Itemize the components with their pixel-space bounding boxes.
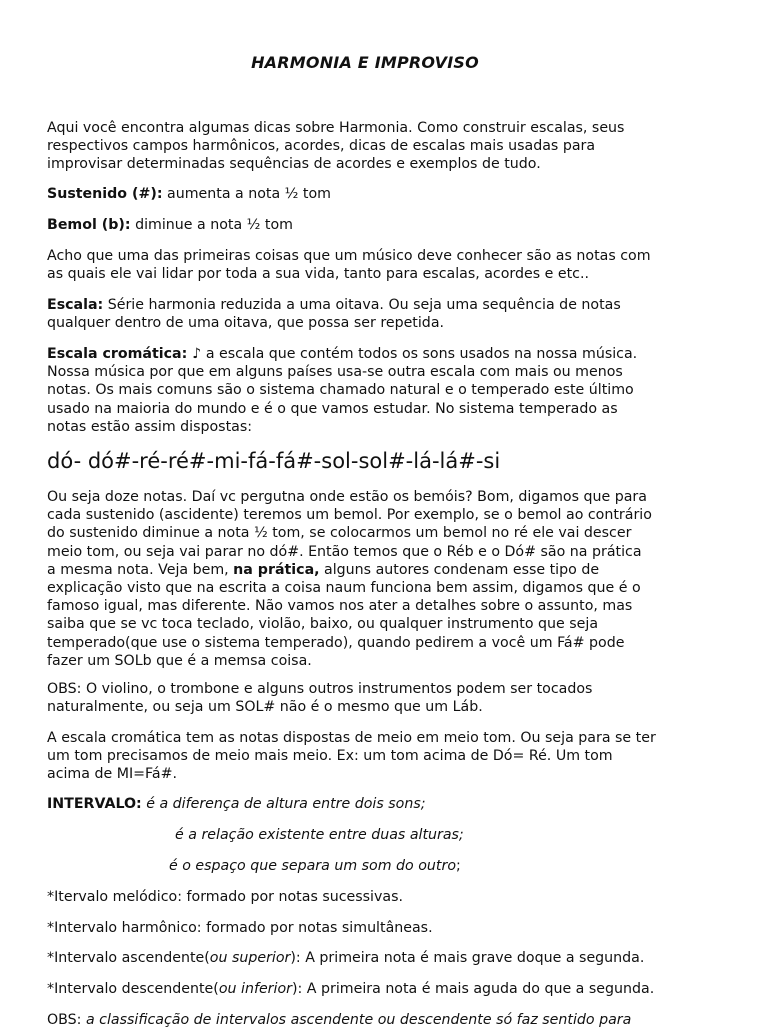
intervalo-definition-3: é o espaço que separa um som do outro;	[169, 858, 461, 874]
escala-definition: Escala: Série harmonia reduzida a uma oitava. Ou seja uma sequência de notas qualquer dentro de uma oitava, que possa ser repetida.	[47, 297, 621, 332]
chromatic-notes-line: dó- dó#-ré-ré#-mi-fá-fá#-sol-sol#-lá-lá#-si	[47, 449, 501, 473]
meio-tom-paragraph: A escala cromática tem as notas dispostas de meio em meio tom. Ou seja para se ter um tom precisamos de meio mais meio. Ex: um tom acima de Dó= Ré. Um tom acima de MI=Fá#.	[47, 730, 656, 783]
intervalo-term: INTERVALO:	[47, 796, 142, 812]
escala-term: Escala:	[47, 297, 104, 313]
obs-violino-paragraph: OBS: O violino, o trombone e alguns outros instrumentos podem ser tocados naturalmente, ou seja um SOL# não é o mesmo que um Láb.	[47, 681, 593, 716]
intervalo-definition: INTERVALO: é a diferença de altura entre dois sons;	[47, 796, 426, 812]
cromatica-paragraph: Escala cromática: ♪ a escala que contém todos os sons usados na nossa música. Nossa música por que em alguns países usa-se outra escala com mais ou menos notas. Os mais comuns são o sistema chamado natural e o temperado este último usado na maioria do mundo e é o que vamos estudar. No sistema temperado as notas estão assim dispostas:	[47, 346, 638, 435]
intervalo-ascendente: *Intervalo ascendente(ou superior): A primeira nota é mais grave doque a segunda.	[47, 950, 645, 966]
cromatica-term: Escala cromática:	[47, 346, 193, 362]
intervalo-definition-2: é a relação existente entre duas alturas;	[175, 827, 464, 843]
intro-paragraph: Aqui você encontra algumas dicas sobre Harmonia. Como construir escalas, seus respectivos campos harmônicos, acordes, dicas de escalas mais usadas para improvisar determinadas sequências de acordes e exemplos de tudo.	[47, 120, 625, 173]
intervalo-melodico: *Itervalo melódico: formado por notas sucessivas.	[47, 889, 403, 905]
doze-notas-paragraph: Ou seja doze notas. Daí vc pergutna onde estão os bemóis? Bom, digamos que para cada sustenido (ascidente) teremos um bemol. Por exemplo, se o bemol ao contrário do sustenido diminue a nota ½ tom, se colocarmos um bemol no ré ele vai descer meio tom, ou seja vai parar no dó#. Então temos que o Réb e o Dó# são na prática a mesma nota. Veja bem, na prática, alguns autores condenam esse tipo de explicação visto que na escrita a coisa naum funciona bem assim, digamos que é o famoso igual, mas diferente. Não vamos nos ater a detalhes sobre o assunto, mas saiba que se vc toca teclado, violão, baixo, ou qualquer instrumento que seja temperado(que use o sistema temperado), quando pedirem a você um Fá# pode fazer um SOLb que é a memsa coisa.	[47, 489, 652, 669]
intervalo-descendente: *Intervalo descendente(ou inferior): A primeira nota é mais aguda do que a segunda.	[47, 981, 655, 997]
primeiras-paragraph: Acho que uma das primeiras coisas que um músico deve conhecer são as notas com as quais ele vai lidar por toda a sua vida, tanto para escalas, acordes e etc..	[47, 248, 651, 283]
page-title: HARMONIA E IMPROVISO	[251, 53, 479, 72]
sustenido-term: Sustenido (#):	[47, 186, 163, 202]
bemol-term: Bemol (b):	[47, 217, 131, 233]
sustenido-definition: Sustenido (#): aumenta a nota ½ tom	[47, 186, 331, 202]
obs-classificacao: OBS: a classificação de intervalos ascendente ou descendente só faz sentido para	[47, 1012, 632, 1028]
na-pratica-emphasis: na prática,	[233, 561, 320, 578]
intervalo-harmonico: *Intervalo harmônico: formado por notas simultâneas.	[47, 920, 433, 936]
bemol-definition: Bemol (b): diminue a nota ½ tom	[47, 217, 293, 233]
